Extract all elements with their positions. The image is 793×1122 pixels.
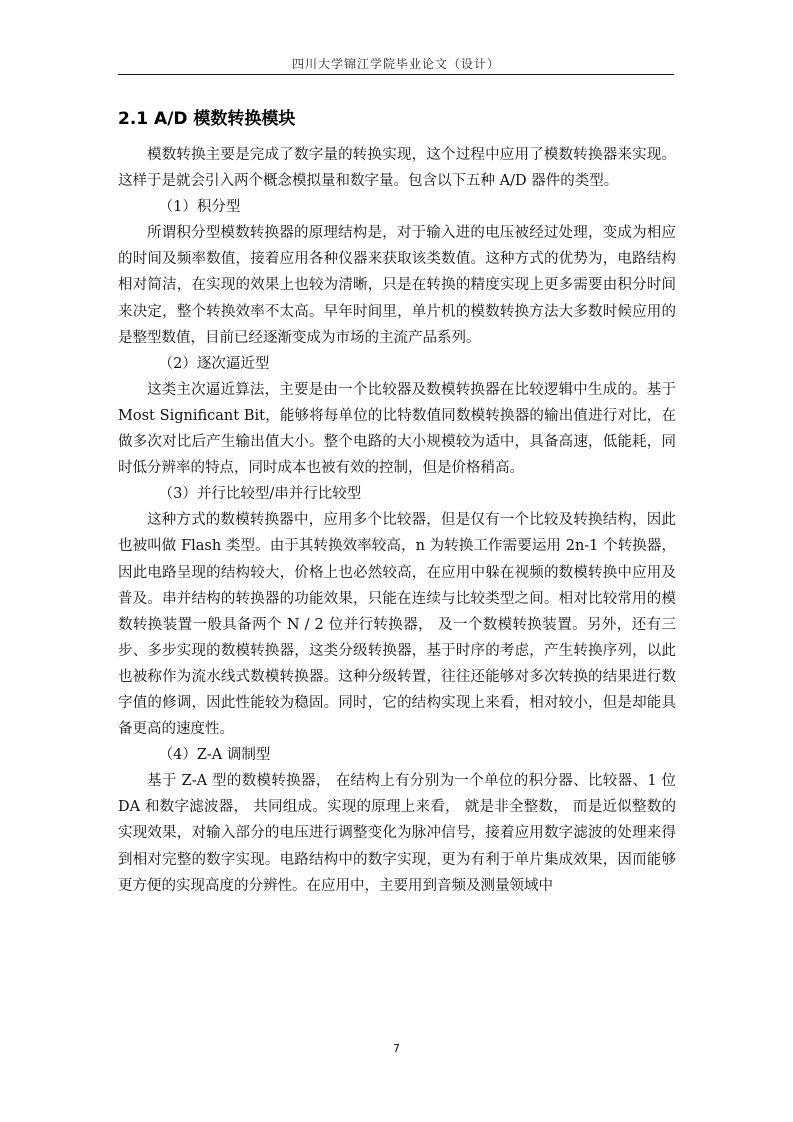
body-text bbox=[118, 142, 676, 899]
paragraph-sigma-delta: 基于 Z-A 型的数模转换器， 在结构上有分别为一个单位的积分器、比较器、1 位 DA 和数字滤波器， 共同组成。实现的原理上来看， 就是非全整数， 而是近似整数的实现效果，对输入部分的电压进行调整变化为脉冲信号，接着应用数字滤波的处理来得到相对完整的数字实现。电路结构中的数字实现，更为有利于单片集成效果，因而能够更方便的实现高度的分辨性。在应用中，主要用到音频及测量领域中 bbox=[118, 773, 676, 894]
section-title: 2.1 A/D 模数转换模块 bbox=[118, 109, 296, 129]
subheading-sigma-delta: （4）Z-A 调制型 bbox=[158, 747, 271, 764]
page-number: 7 bbox=[393, 1042, 400, 1055]
page-header: 四川大学锦江学院毕业论文（设计） bbox=[291, 57, 500, 71]
header-rule bbox=[118, 74, 674, 75]
paragraph-sar: 这类主次逼近算法，主要是由一个比较器及数模转换器在比较逻辑中生成的。基于 Most Significant Bit，能够将每单位的比特数值同数模转换器的输出值进行对比，在做多次对比后产生输出值大小。整个电路的大小规模较为适中，具备高速，低能耗，同时低分辨率的特点，同时成本也被有效的控制，但是价格稍高。 bbox=[118, 381, 676, 477]
paragraph-intro: 模数转换主要是完成了数字量的转换实现，这个过程中应用了模数转换器来实现。这样于是就会引入两个概念模拟量和数字量。包含以下五种 A/D 器件的类型。 bbox=[118, 147, 676, 190]
paragraph-integrating: 所谓积分型模数转换器的原理结构是，对于输入进的电压被经过处理，变成为相应的时间及频率数值，接着应用各种仪器来获取该类数值。这种方式的优势为，电路结构相对简洁，在实现的效果上也较为清晰，只是在转换的精度实现上更多需要由积分时间来决定，整个转换效率不太高。早年时间里，单片机的模数转换方法大多数时候应用的是整型数值，目前已经逐渐变成为市场的主流产品系列。 bbox=[118, 225, 676, 346]
paragraph-flash: 这种方式的数模转换器中，应用多个比较器，但是仅有一个比较及转换结构，因此也被叫做 Flash 类型。由于其转换效率较高，n 为转换工作需要运用 2n-1 个转换器，因此电路呈现的结构较大，价格上也必然较高，在应用中躲在视频的数模转换中应用及普及。串并结构的转换器的功能效果，只能在连续与比较类型之间。相对比较常用的模数转换装置一般具备两个 N / 2 位并行转换器， 及一个数模转换装置。另外，还有三步、多步实现的数模转换器，这类分级转换器，基于时序的考虑，产生转换序列，以此也被称作为流水线式数模转换器。这种分级转置，往往还能够对多次转换的结果进行数字值的修调，因此性能较为稳固。同时，它的结构实现上来看，相对较小，但是却能具备更高的速度性。 bbox=[118, 512, 676, 738]
subheading-sar: （2）逐次逼近型 bbox=[158, 355, 270, 372]
subheading-flash: （3）并行比较型/串并行比较型 bbox=[158, 486, 362, 503]
subheading-integrating: （1）积分型 bbox=[158, 199, 241, 216]
